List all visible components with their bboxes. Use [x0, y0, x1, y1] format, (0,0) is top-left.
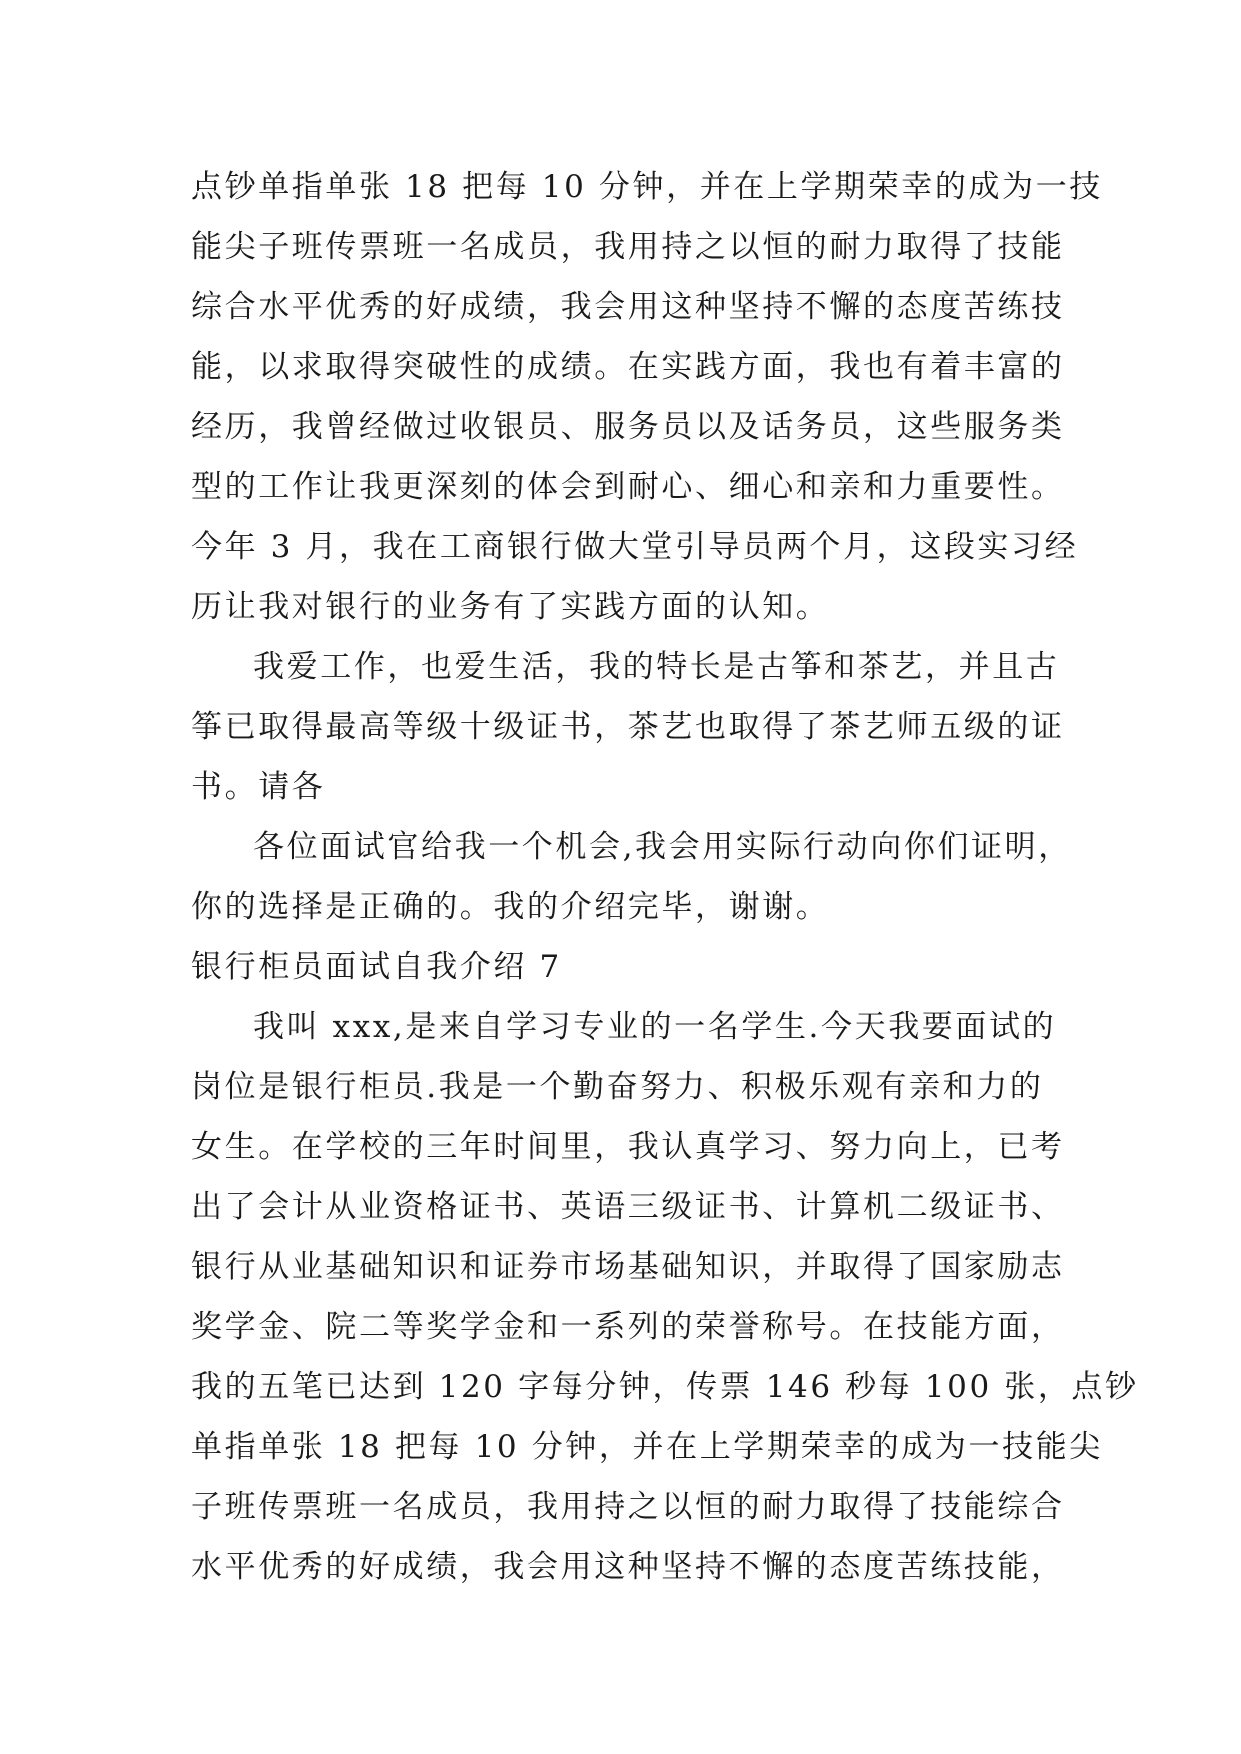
body-text-line: 筝已取得最高等级十级证书，茶艺也取得了茶艺师五级的证: [191, 709, 1065, 745]
body-text-line: 历让我对银行的业务有了实践方面的认知。: [191, 589, 830, 625]
paragraph-first-line: 各位面试官给我一个机会,我会用实际行动向你们证明，: [253, 829, 1072, 865]
body-text-line: 子班传票班一名成员，我用持之以恒的耐力取得了技能综合: [191, 1489, 1065, 1525]
body-text-line: 型的工作让我更深刻的体会到耐心、细心和亲和力重要性。: [191, 469, 1065, 505]
body-text-line: 能，以求取得突破性的成绩。在实践方面，我也有着丰富的: [191, 349, 1065, 385]
body-text-line: 女生。在学校的三年时间里，我认真学习、努力向上，已考: [191, 1129, 1065, 1165]
paragraph-first-line: 我爱工作，也爱生活，我的特长是古筝和茶艺，并且古: [253, 649, 1060, 685]
body-text-line: 你的选择是正确的。我的介绍完毕，谢谢。: [191, 889, 830, 925]
body-text-line: 岗位是银行柜员.我是一个勤奋努力、积极乐观有亲和力的: [191, 1069, 1044, 1105]
body-text-line: 出了会计从业资格证书、英语三级证书、计算机二级证书、: [191, 1189, 1065, 1225]
body-text-line: 单指单张 18 把每 10 分钟，并在上学期荣幸的成为一技能尖: [191, 1429, 1103, 1465]
paragraph-first-line: 我叫 xxx,是来自学习专业的一名学生.今天我要面试的: [253, 1009, 1057, 1045]
body-text-line: 奖学金、院二等奖学金和一系列的荣誉称号。在技能方面，: [191, 1309, 1065, 1345]
body-text-line: 经历，我曾经做过收银员、服务员以及话务员，这些服务类: [191, 409, 1065, 445]
body-text-line: 水平优秀的好成绩，我会用这种坚持不懈的态度苦练技能，: [191, 1549, 1065, 1585]
body-text-line: 今年 3 月，我在工商银行做大堂引导员两个月，这段实习经: [191, 529, 1079, 565]
body-text-line: 点钞单指单张 18 把每 10 分钟，并在上学期荣幸的成为一技: [191, 169, 1103, 205]
body-text-line: 能尖子班传票班一名成员，我用持之以恒的耐力取得了技能: [191, 229, 1065, 265]
section-heading: 银行柜员面试自我介绍 7: [191, 949, 562, 985]
body-text-line: 我的五笔已达到 120 字每分钟，传票 146 秒每 100 张，点钞: [191, 1369, 1139, 1405]
body-text-line: 综合水平优秀的好成绩，我会用这种坚持不懈的态度苦练技: [191, 289, 1065, 325]
body-text-line: 书。请各: [191, 769, 326, 805]
body-text-line: 银行从业基础知识和证券市场基础知识，并取得了国家励志: [191, 1249, 1065, 1285]
